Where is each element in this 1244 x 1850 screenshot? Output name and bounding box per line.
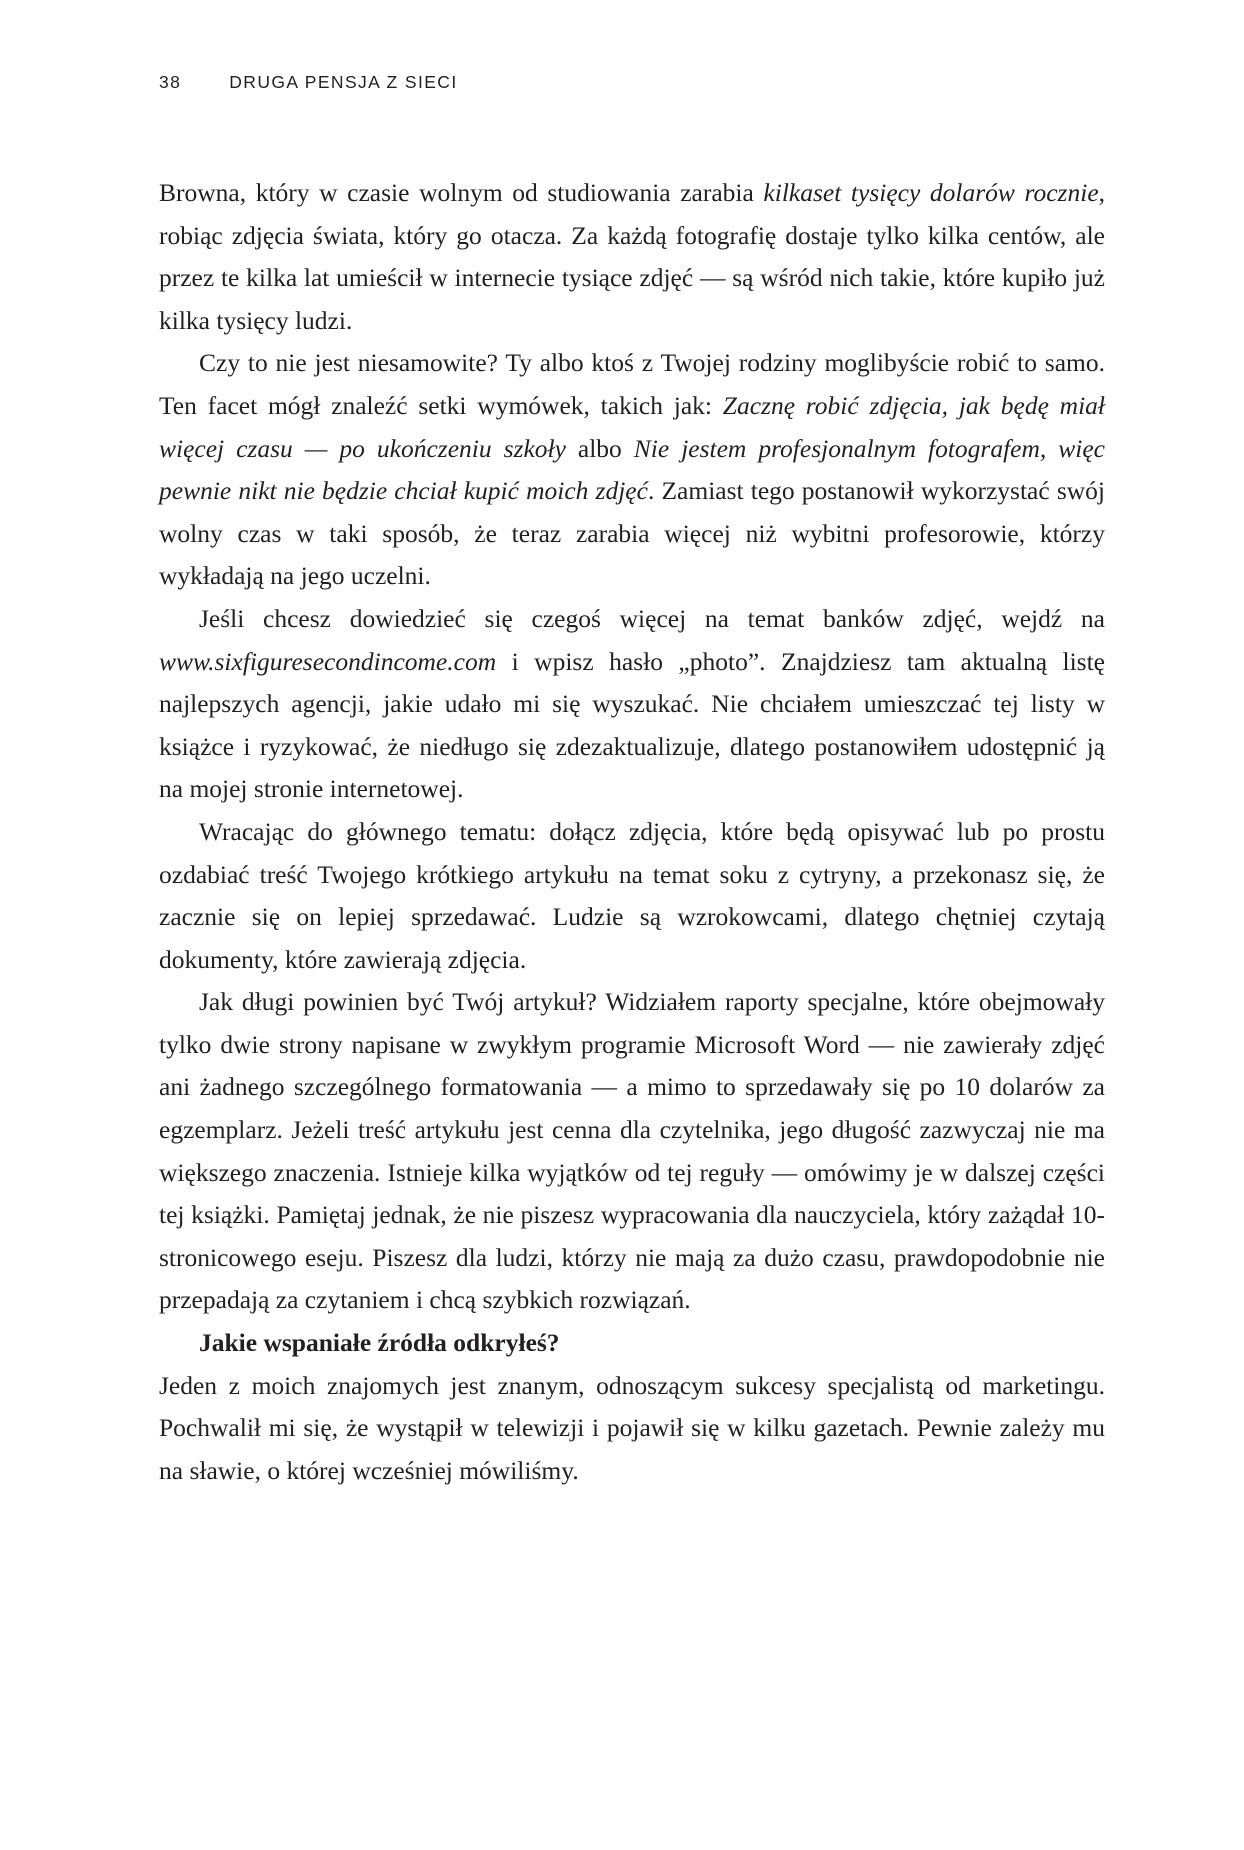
- paragraph-5: Jak długi powinien być Twój artykuł? Widziałem raporty specjalne, które obejmowały tylko dwie strony napisane w zwykłym programie Microsoft Word — nie zawierały zdjęć ani żadnego szczególnego formatowania — a mimo to sprzedawały się po 10 dolarów za egzemplarz. Jeżeli treść artykułu jest cenna dla czytelnika, jego długość zazwyczaj nie ma większego znaczenia. Istnieje kilka wyjątków od tej reguły — omówimy je w dalszej części tej książki. Pamiętaj jednak, że nie piszesz wypracowania dla nauczyciela, który zażądał 10-stronicowego eseju. Piszesz dla ludzi, którzy nie mają za dużo czasu, prawdopodobnie nie przepadają za czytaniem i chcą szybkich rozwiązań.: [159, 987, 1105, 1315]
- paragraph-2-italic-excuse-1: Zacznę robić zdjęcia, jak będę miał więcej czasu — po ukończeniu szkoły: [159, 390, 1105, 463]
- paragraph-1-italic: kilkaset tysięcy dolarów rocznie: [763, 178, 1099, 207]
- paragraph-2-text-a: Czy to nie jest niesamowite? Ty albo ktoś z Twojej rodziny moglibyście robić to samo. Ten facet mógł znaleźć setki wymówek, takich jak:: [159, 348, 1105, 420]
- book-title: DRUGA PENSJA Z SIECI: [229, 72, 458, 92]
- paragraph-1-text-c: , robiąc zdjęcia świata, który go otacza. Za każdą fotografię dostaje tylko kilka centów, ale przez te kilka lat umieścił w internecie tysiące zdjęć — są wśród nich takie, które kupiło już kilka tysięcy ludzi.: [159, 178, 1106, 335]
- paragraph-3: [159, 598, 1105, 811]
- running-head: [159, 72, 458, 93]
- paragraph-1-text-a: Browna, który w czasie wolnym od studiowania zarabia: [159, 178, 764, 207]
- page-body: [159, 172, 1105, 1492]
- paragraph-4: Wracając do głównego tematu: dołącz zdjęcia, które będą opisywać lub po prostu ozdabiać treść Twojego krótkiego artykułu na temat soku z cytryny, a przekonasz się, że zacznie się on lepiej sprzedawać. Ludzie są wzrokowcami, dlatego chętniej czytają dokumenty, które zawierają zdjęcia.: [159, 816, 1105, 974]
- paragraph-2-text-c: albo: [565, 433, 634, 463]
- paragraph-2: [159, 342, 1105, 598]
- paragraph-2-italic-excuse-2: Nie jestem profesjonalnym fotografem, więc pewnie nikt nie będzie chciał kupić moich zdjęć: [159, 433, 1106, 506]
- paragraph-1: [159, 172, 1105, 342]
- paragraph-3-text-c: i wpisz hasło „photo”. Znajdziesz tam aktualną listę najlepszych agencji, jakie udało mi się wyszukać. Nie chciałem umieszczać tej listy w książce i ryzykować, że niedługo się zdezaktualizuje, dlatego postanowiłem udostępnić ją na mojej stronie internetowej.: [159, 646, 1105, 804]
- website-url: www.sixfiguresecondincome.com: [159, 646, 497, 676]
- paragraph-3-text-a: Jeśli chcesz dowiedzieć się czegoś więcej na temat banków zdjęć, wejdź na: [199, 603, 1105, 633]
- section-heading: Jakie wspaniałe źródła odkryłeś?: [199, 1328, 560, 1358]
- paragraph-6: Jeden z moich znajomych jest znanym, odnoszącym sukcesy specjalistą od marketingu. Pochwalił mi się, że wystąpił w telewizji i pojawił się w kilku gazetach. Pewnie zależy mu na sławie, o której wcześniej mówiliśmy.: [159, 1370, 1105, 1485]
- paragraph-2-text-e: . Zamiast tego postanowił wykorzystać swój wolny czas w taki sposób, że teraz zarabia więcej niż wybitni profesorowie, którzy wykładają na jego uczelni.: [159, 476, 1105, 591]
- page-number: 38: [159, 72, 182, 92]
